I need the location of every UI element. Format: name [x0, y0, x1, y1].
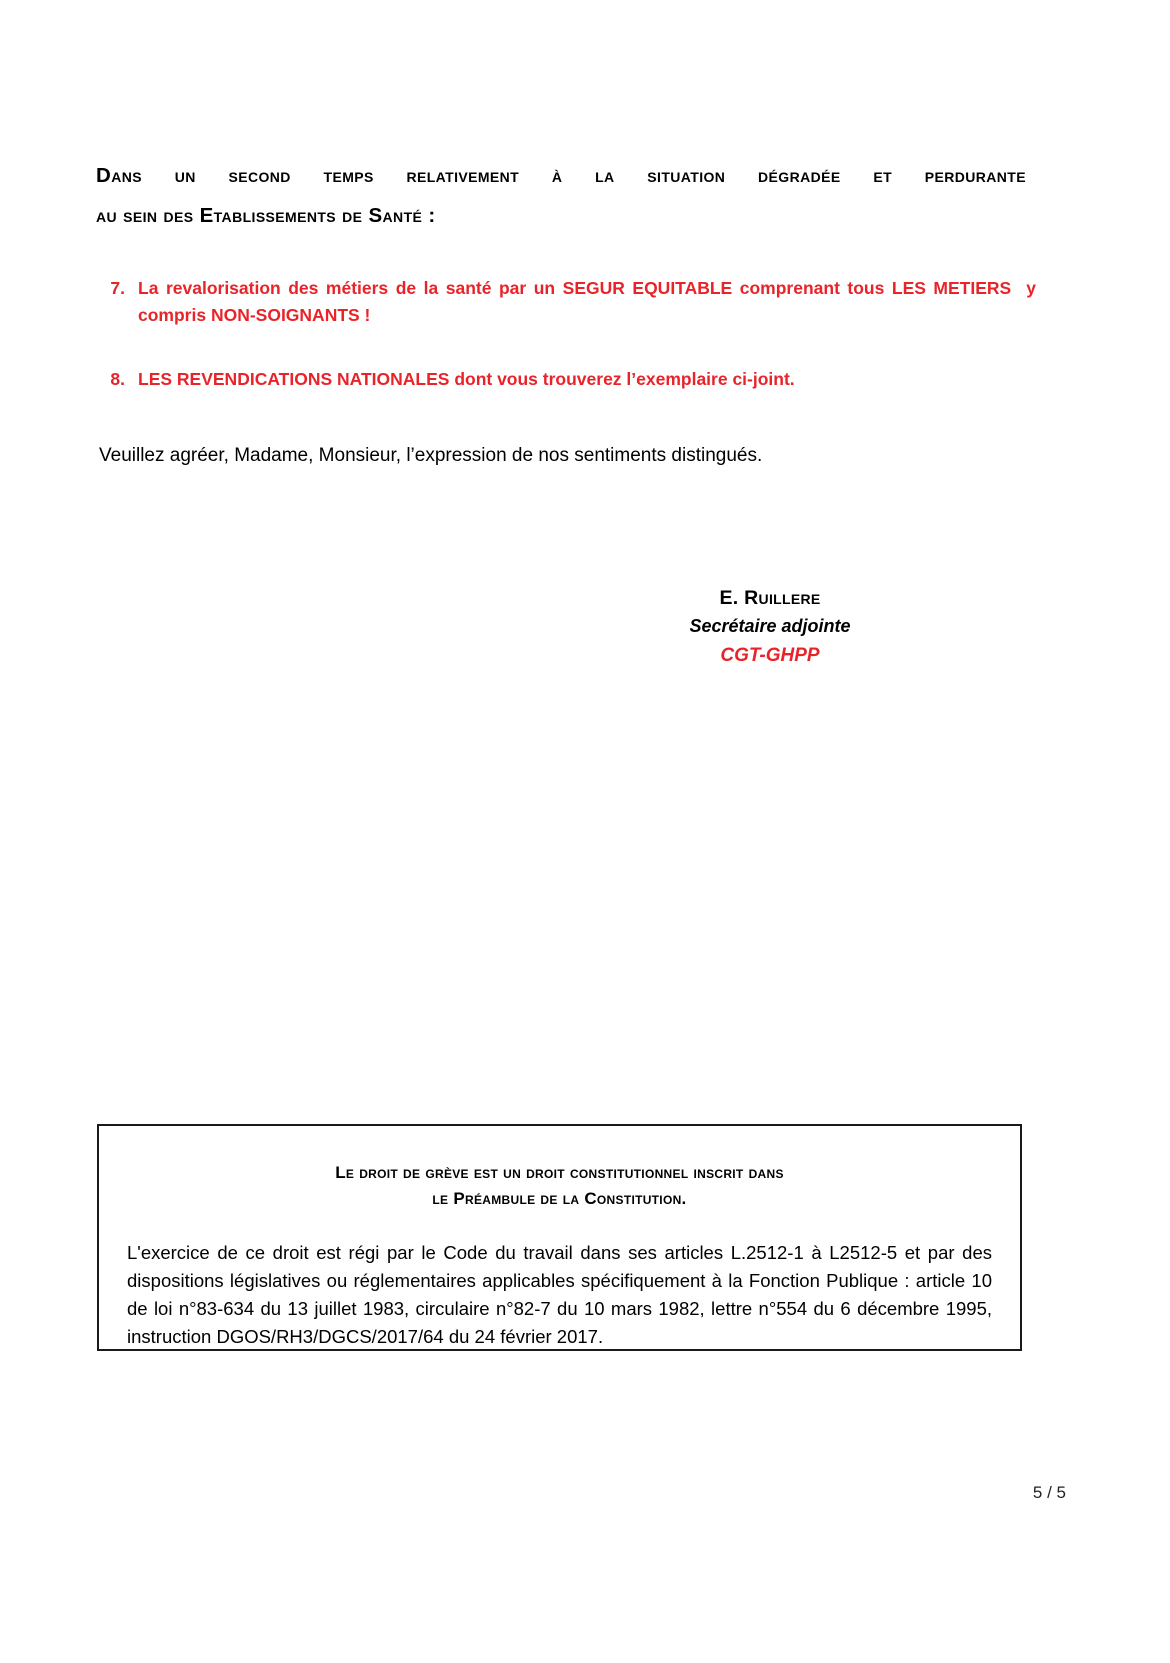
section-heading-line-2: au sein des Etablissements de Santé : [96, 203, 436, 227]
demand-number: 8. [110, 369, 125, 390]
demand-number: 7. [110, 278, 125, 298]
list-item [96, 366, 1036, 393]
demands-list [96, 275, 1041, 419]
page-number: 5 / 5 [1032, 1483, 1066, 1502]
signatory-role: Secrétaire adjointe [689, 616, 851, 637]
legal-notice-title [125, 1160, 994, 1213]
signatory-organisation: CGT-GHPP [720, 645, 820, 667]
closing-salutation: Veuillez agréer, Madame, Monsieur, l’expression de nos sentiments distingués. [99, 445, 763, 466]
legal-notice-title-line-1: Le droit de grève est un droit constitutionnel inscrit dans [335, 1163, 784, 1182]
legal-notice-title-line-2: le Préambule de la Constitution. [432, 1189, 687, 1209]
legal-notice-box [97, 1124, 1022, 1351]
legal-notice-body: L'exercice de ce droit est régi par le Code du travail dans ses articles L.2512-1 à L2512-5 et par des dispositions législatives ou réglementaires applicables spécifiquement à la Fonction Publique : article 10 de loi n°83-634 du 13 juillet 1983, circulaire n°82-7 du 10 mars 1982, lettre n°554 du 6 décembre 1995, instruction DGOS/RH3/DGCS/2017/64 du 24 février 2017. [127, 1241, 992, 1348]
section-heading [96, 156, 1026, 236]
list-item [96, 275, 1041, 328]
signatory-name: E. Ruillere [719, 587, 821, 609]
section-heading-line-1: Dans un second temps relativement à la situation dégradée et perdurante [96, 164, 1026, 187]
signature-block [560, 584, 980, 672]
demand-text: La revalorisation des métiers de la santé par un SEGUR EQUITABLE comprenant tous LES METIERS y compris NON-SOIGNANTS ! [138, 278, 1041, 325]
demand-text: LES REVENDICATIONS NATIONALES dont vous trouverez l’exemplaire ci-joint. [138, 369, 795, 390]
